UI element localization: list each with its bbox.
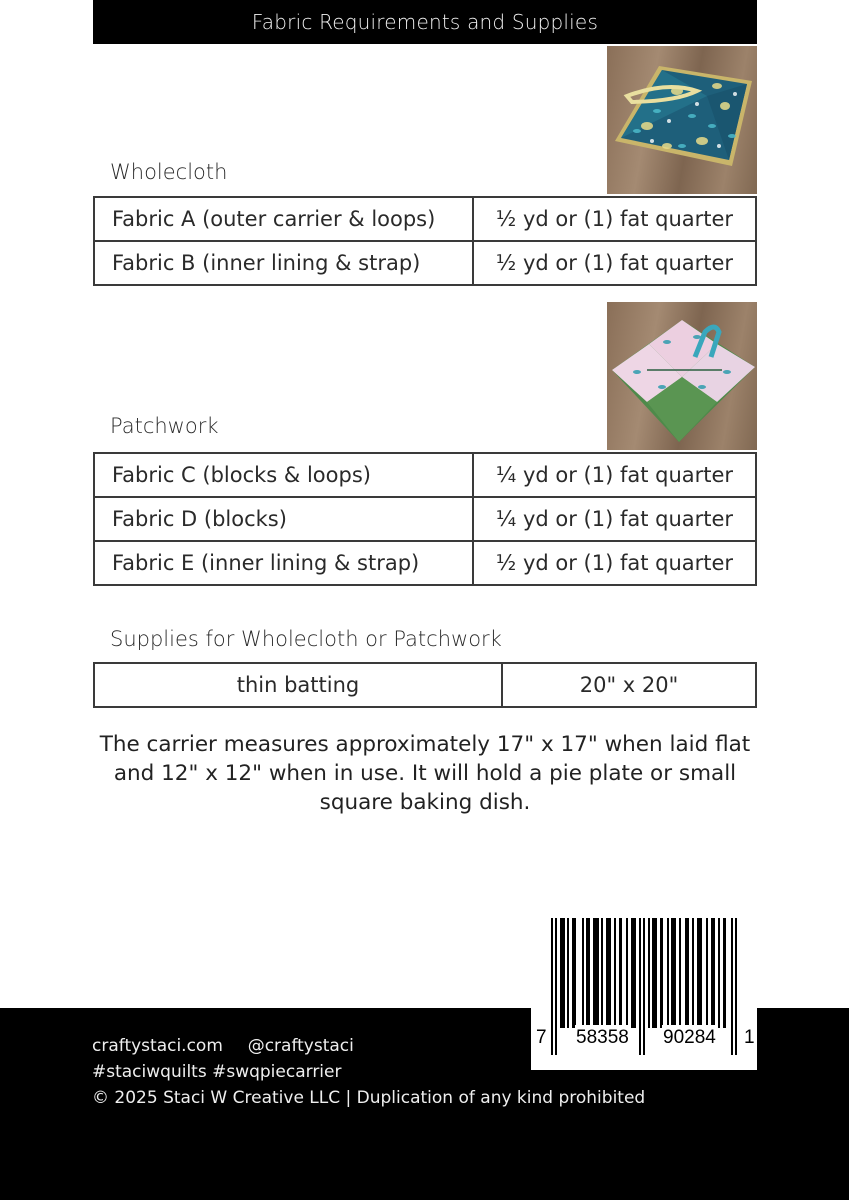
page-title: Fabric Requirements and Supplies xyxy=(251,10,599,34)
table-row xyxy=(94,541,756,585)
fabric-cell: Fabric A (outer carrier & loops) xyxy=(94,197,473,241)
description-line: square baking dish. xyxy=(319,790,531,815)
upc-barcode xyxy=(531,905,757,1070)
fabric-cell: Fabric E (inner lining & strap) xyxy=(94,541,473,585)
amount-cell: ¼ yd or (1) fat quarter xyxy=(473,497,756,541)
wholecloth-label: Wholecloth xyxy=(110,160,228,184)
table-row xyxy=(94,241,756,285)
wholecloth-table xyxy=(93,196,757,286)
description-line: and 12" x 12" when in use. It will hold a pie plate or small xyxy=(113,761,737,786)
wholecloth-carrier-photo xyxy=(607,46,757,194)
supplies-table xyxy=(93,662,757,708)
carrier-description xyxy=(80,730,770,817)
supplies-label: Supplies for Wholecloth or Patchwork xyxy=(110,627,502,651)
table-row xyxy=(94,663,756,707)
patchwork-label: Patchwork xyxy=(110,414,219,438)
hashtags: #staciwquilts #swqpiecarrier xyxy=(92,1062,342,1082)
fabric-cell: Fabric D (blocks) xyxy=(94,497,473,541)
patchwork-table xyxy=(93,452,757,586)
description-line: The carrier measures approximately 17" x 17" when laid flat xyxy=(99,732,751,757)
table-row xyxy=(94,197,756,241)
patchwork-carrier-photo xyxy=(607,302,757,450)
website-link[interactable]: craftystaci.com xyxy=(92,1036,223,1056)
table-row xyxy=(94,453,756,497)
supply-size-cell: 20" x 20" xyxy=(502,663,756,707)
table-row xyxy=(94,497,756,541)
amount-cell: ½ yd or (1) fat quarter xyxy=(473,541,756,585)
social-handle[interactable]: @craftystaci xyxy=(247,1036,354,1056)
fabric-cell: Fabric B (inner lining & strap) xyxy=(94,241,473,285)
fabric-cell: Fabric C (blocks & loops) xyxy=(94,453,473,497)
copyright: © 2025 Staci W Creative LLC | Duplication of any kind prohibited xyxy=(92,1088,646,1108)
barcode-digits: 7 58358 90284 1 xyxy=(531,1025,757,1055)
supply-item-cell: thin batting xyxy=(94,663,502,707)
amount-cell: ½ yd or (1) fat quarter xyxy=(473,197,756,241)
section-header xyxy=(93,0,757,44)
amount-cell: ½ yd or (1) fat quarter xyxy=(473,241,756,285)
amount-cell: ¼ yd or (1) fat quarter xyxy=(473,453,756,497)
